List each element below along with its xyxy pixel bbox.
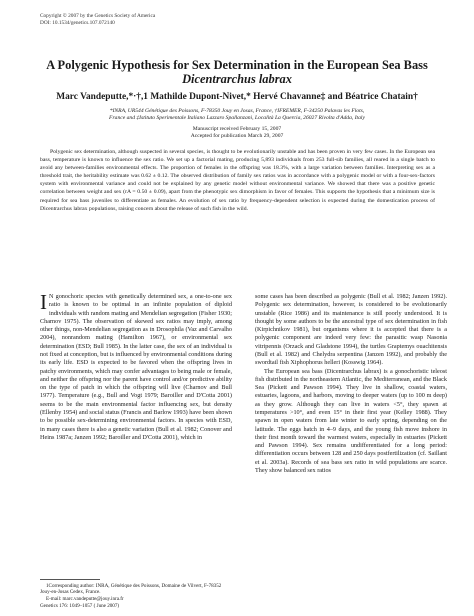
intro-paragraph: N gonochoric species with genetically determined sex, a one-to-one sex ratio is known to be optimal in an infinite population of diploid individuals with random mating and Mendelian segregation (Fisher 1930; Charnov 1975). The observation of skewed sex ratios may imply, among other things, non-Mendelian segregation as in Drosophila (Vaz and Carvalho 2004), nonrandom mating (Hamilton 1967), or environmental sex determination (ESD; Bull 1985). In the latter case, the sex of an individual is not fixed at conception, but is influenced by environmental conditions during its early life. ESD is expected to be favored when the offspring lives in patchy environments, which may confer advantages to being male or female, and neither the offspring nor the parent have control and/or predictive ability on the type of patch in which the offspring will live (Charnov and Bull 1977). Temperature (e.g., Bull and Vogt 1979; Baroiller and D'Cotta 2001) seems to be the main environmental factor influencing sex, but density (Ellenby 1954) and social status (Francis and Barlow 1993) have been shown to be possible sex-determining environmental factors. In species with ESD, in many cases there is also a genetic variation (Bull et al. 1982; Conover and Heins 1987a; Janzen 1992; Baroiller and D'Cotta 2001), which in	[40, 293, 232, 441]
abstract: Polygenic sex determination, although suspected in several species, is thought to be evolutionarily unstable and has been proven in very few cases. In the European sea bass, temperature is known to influence the sex ratio. We set up a factorial mating, producing 5,893 individuals from 253 full-sib families, all reared in a single batch to avoid any between-families environmental effects. The proportion of females in the offspring was 18.3%, with a large variation between families. Interpreting sex as a threshold trait, the heritability estimate was 0.62 ± 0.12. The observed distribution of family sex ratios was in accordance with a polygenic model or with a four-sex-factors system with environmental variance and could not be explained by any genetic model without environmental variance. We showed that there was a positive genetic correlation between weight and sex (rA = 0.50 ± 0.09), apart from the phenotypic sex dimorphism in favor of females. This supports the hypothesis that a minimum size is required for sea bass juveniles to differentiate as females. An evolution of sex ratio by frequency-dependent selection is expected during the domestication process of Dicentrarchus labrax populations, raising concern about the release of such fish in the wild.	[40, 149, 435, 212]
affiliations	[40, 108, 434, 123]
author-list: Marc Vandeputte,*·†,1 Mathilde Dupont-Nivet,* Hervé Chavanne‡ and Béatrice Chatain†	[56, 92, 418, 102]
title-species: Dicentrarchus labrax	[182, 72, 292, 86]
drop-cap: I	[40, 290, 47, 314]
footnote-rule	[40, 579, 100, 580]
body-column-right	[255, 293, 447, 475]
journal-page-line: Genetics 176: 1049–1057 ( June 2007)	[40, 603, 120, 609]
right-paragraph-1: some cases has been described as polygenic (Bull et al. 1982; Janzen 1992). Polygenic sex determination, however, is considered to be evolutionarily unstable (Rice 1986) and its maintenance is still poorly understood. It is thought by some authors to be the ancestral type of sex determination in fish (Kirpichnikov 1981), but organisms where it is accepted that there is a polygenic component are indeed very few: the parasitic wasp Nasonia vitripennis (Orzack and Gladstone 1994), the turtles Graptemys ouachitensis (Bull et al. 1982) and Chelydra serpentina (Janzen 1992), and probably the swordtail fish Xiphophorus helleri (Kosswig 1964).	[255, 293, 447, 367]
accepted-date: Accepted for publication March 29, 2007	[190, 133, 284, 140]
corresponding-author-note: 1Corresponding author: INRA, Génétique des Poissons, Domaine de Vilvert, F-78352 Jouy-en-Josas Cedex, France.	[40, 583, 222, 596]
journal-header	[40, 13, 155, 27]
right-paragraph-2: The European sea bass (Dicentrarchus labrax) is a gonochoristic teleost fish distributed in the northeastern Atlantic, the Mediterranean, and the Black Sea (Pickett and Pawson 1994). They live in shallow, coastal waters, estuaries, lagoons, and harbors, moving to deeper waters (up to 100 m deep) as they grow. Although they can live in waters <5°, they spawn at temperatures >10°, and even 15° in their first year (Kelley 1988). They spawn in open waters from late winter to early spring, depending on the latitude. The eggs hatch in 4–9 days, and the young fish move inshore in their first month toward the warmest waters, especially in estuaries (Pickett and Pawson 1994). Sex remains undifferentiated for a long period: differentiation occurs between 128 and 250 days postfertilization (cf. Saillant et al. 2003a). Records of sea bass sex ratio in wild populations are scarce. They show balanced sex ratios	[255, 367, 447, 474]
received-date: Manuscript received February 15, 2007	[192, 126, 282, 132]
affiliation-line-1: *INRA, UR544 Génétique des Poissons, F-78350 Jouy en Josas, France, †IFREMER, F-34250 Palavas les Flots,	[109, 108, 365, 114]
title-main: A Polygenic Hypothesis for Sex Determination in the European Sea Bass	[46, 58, 428, 72]
affiliation-line-2: France and ‡Istituto Sperimentale Italiano Lazzaro Spallanzani, Località La Quercia, 26027 Rivolta d'Adda, Italy	[109, 115, 365, 122]
footnote	[40, 583, 232, 602]
body-column-left	[40, 290, 232, 442]
copyright-line: Copyright © 2007 by the Genetics Society of America	[40, 13, 156, 19]
email-line: E-mail: marc.vandeputte@jouy.inra.fr	[46, 595, 124, 602]
doi-line: DOI: 10.1534/genetics.107.072140	[40, 20, 115, 26]
paper-title	[0, 58, 474, 86]
manuscript-dates	[0, 126, 474, 141]
